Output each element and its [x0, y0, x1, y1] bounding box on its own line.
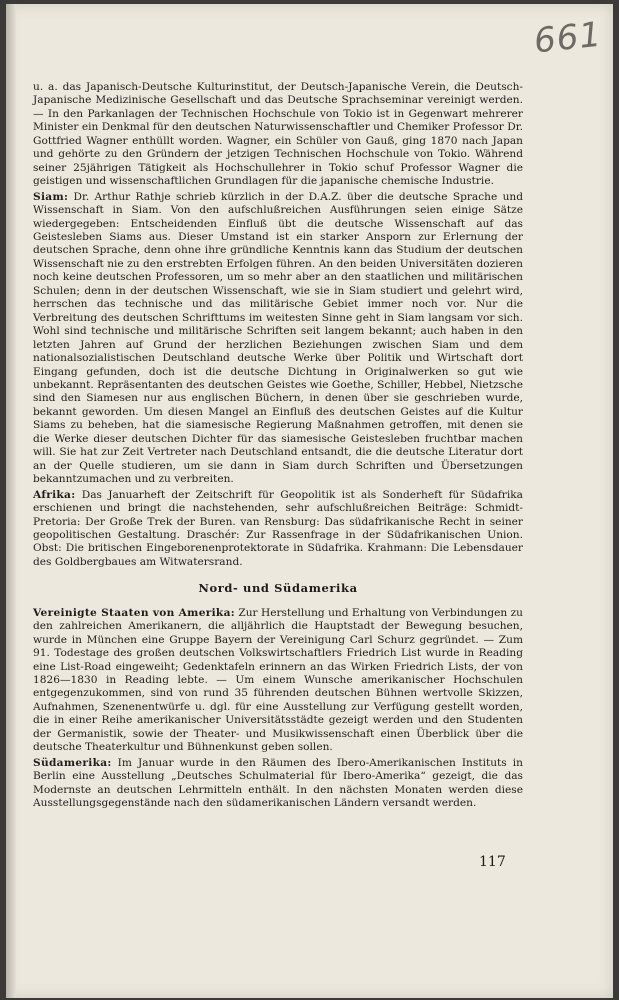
suedamerika-text: Im Januar wurde in den Räumen des Ibero-Amerikanischen Instituts in Berlin eine Ausstellung „Deutsches Schulmaterial für Ibero-Amerika“ gezeigt, die das Modernste an deutschen Lehrmitteln enthält. In den nächsten Monaten werden diese Ausstellungsgegenstände nach den südamerikanischen Ländern versandt werden. — [33, 756, 523, 810]
suedamerika-paragraph — [33, 757, 523, 811]
section-heading: Nord- und Südamerika — [198, 581, 358, 596]
siam-text: Dr. Arthur Rathje schrieb kürzlich in der D.A.Z. über die deutsche Sprache und Wissenschaft in Siam. Von den aufschlußreichen Ausführungen seien einige Sätze wiedergegeben: Entscheidenden Einfluß übt die deutsche Wissenschaft auf das Geistesleben Siams aus. Dieser Umstand ist ein starker Ansporn zur Erlernung der deutschen Sprache, denn ohne ihre gründliche Kenntnis kann das Studium der deutschen Wissenschaft nie zu den erstrebten Erfolgen führen. An den beiden Universitäten dozieren noch keine deutschen Professoren, um so mehr aber an den staatlichen und militärischen Schulen; denn in der deutschen Wissenschaft, wie sie in Siam studiert und gelehrt wird, herrschen das technische und das militärische Gebiet immer noch vor. Nur die Verbreitung des deutschen Schrifttums im weitesten Sinne geht in Siam langsam vor sich. Wohl sind technische und militärische Schriften seit langem bekannt; auch haben in den letzten Jahren auf Grund der herzlichen Beziehungen zwischen Siam und dem nationalsozialistischen Deutschland deutsche Werke über Politik und Wirtschaft dort Eingang gefunden, doch ist die deutsche Dichtung in Originalwerken so gut wie unbekannt. Repräsentanten des deutschen Geistes wie Goethe, Schiller, Hebbel, Nietzsche sind den Siamesen nur aus englischen Büchern, in denen über sie geschrieben wurde, bekannt geworden. Um diesen Mangel an Einfluß des deutschen Geistes auf die Kultur Siams zu beheben, hat die siamesische Regierung Maßnahmen getroffen, mit denen sie die Werke dieser deutschen Dichter für das siamesische Geistesleben fruchtbar machen will. Sie hat zur Zeit Vertreter nach Deutschland entsandt, die die deutsche Literatur dort an der Quelle studieren, um sie dann in Siam durch Schriften und Übersetzungen bekanntzumachen und zu verbreiten. — [33, 190, 523, 486]
suedamerika-lead: Südamerika: — [33, 756, 112, 769]
usa-text: Zur Herstellung und Erhaltung von Verbindungen zu den zahlreichen Amerikanern, die alljährlich die Hauptstadt der Bewegung besuchen, wurde in München eine Gruppe Bayern der Vereinigung Carl Schurz gegründet. — Zum 91. Todestage des großen deutschen Volkswirtschaftlers Friedrich List wurde in Reading eine List-Road eingeweiht; Gedenktafeln erinnern an das Wirken Friedrich Lists, der von 1826—1830 in Reading lebte. — Um einem Wunsche amerikanischer Hochschulen entgegenzukommen, sind von rund 35 führenden deutschen Bühnen wertvolle Skizzen, Aufnahmen, Szenenentwürfe u. dgl. für eine Ausstellung zur Verfügung gestellt worden, die in einer Reihe amerikanischer Universitätsstädte gezeigt werden und den Studenten der Germanistik, sowie der Theater- und Musikwissenschaft einen Überblick über die deutsche Theaterkultur und Bühnenkunst geben sollen. — [33, 606, 523, 754]
handwritten-folio-number: 661 — [532, 14, 604, 62]
afrika-lead: Afrika: — [33, 488, 76, 501]
page-number: 117 — [479, 854, 506, 870]
usa-paragraph — [33, 607, 523, 755]
intro-paragraph: u. a. das Japanisch-Deutsche Kulturinstitut, der Deutsch-Japanische Verein, die Deutsch-Japanische Medizinische Gesellschaft und das Deutsche Sprachseminar vereinigt werden. — In den Parkanlagen der Technischen Hochschule von Tokio ist in Gegenwart mehrerer Minister ein Denkmal für den deutschen Naturwissenschaftler und Chemiker Professor Dr. Gottfried Wagner enthüllt worden. Wagner, ein Schüler von Gauß, ging 1870 nach Japan und gehörte zu den Gründern der jetzigen Technischen Hochschule von Tokio. Während seiner 25jährigen Tätigkeit als Hochschullehrer in Tokio schuf Professor Wagner die geistigen und wissenschaftlichen Grundlagen für die japanische chemische Industrie. — [33, 81, 523, 188]
page-body — [33, 81, 523, 813]
page-gutter — [6, 4, 16, 998]
siam-paragraph — [33, 191, 523, 487]
afrika-paragraph — [33, 489, 523, 570]
siam-lead: Siam: — [33, 190, 69, 203]
usa-lead: Vereinigte Staaten von Amerika: — [33, 606, 235, 619]
afrika-text: Das Januarheft der Zeitschrift für Geopolitik ist als Sonderheft für Südafrika erschienen und bringt die nachstehenden, sehr aufschlußreichen Beiträge: Schmidt-Pretoria: Der Große Trek der Buren. van Rensburg: Das südafrikanische Recht in seiner geopolitischen Gestaltung. Draschér: Zur Rassenfrage in der Südafrikanischen Union. Obst: Die britischen Eingeborenenprotektorate in Südafrika. Krahmann: Die Lebensdauer des Goldbergbaues am Witwatersrand. — [33, 488, 523, 568]
book-page — [6, 4, 613, 998]
